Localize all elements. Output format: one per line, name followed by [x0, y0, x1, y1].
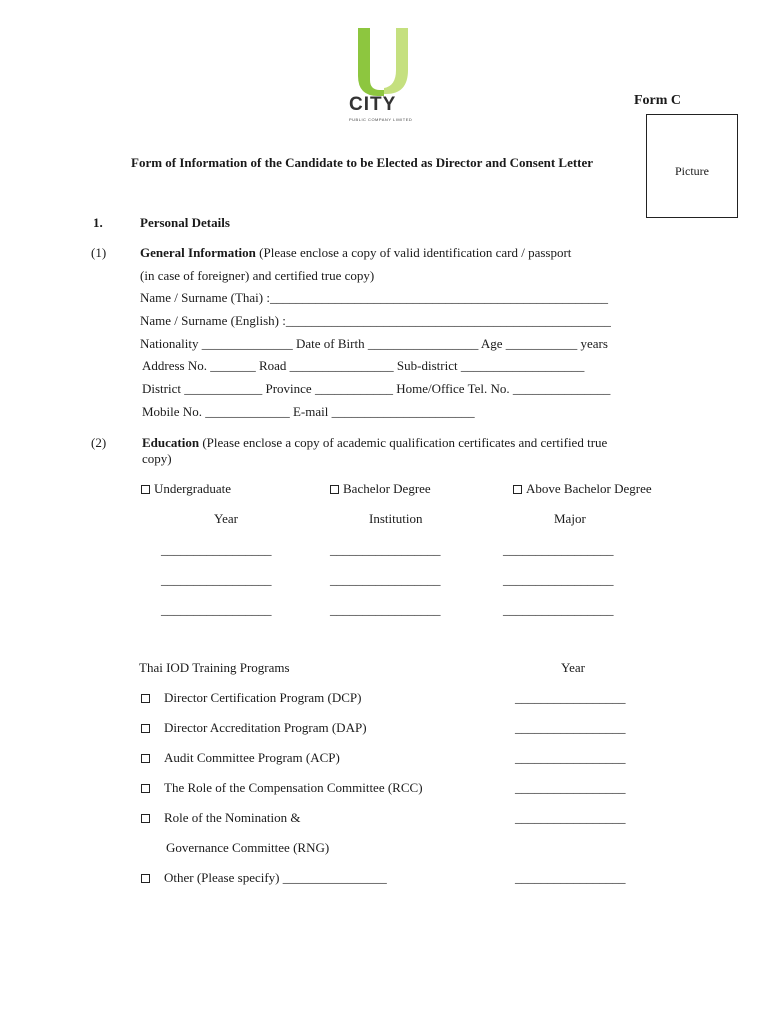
iod-program-rng-continued: Governance Committee (RNG) — [166, 840, 330, 855]
iod-year-rcc[interactable]: _________________ — [515, 780, 626, 795]
general-note-1: (Please enclose a copy of valid identification card / passport — [259, 245, 572, 260]
iod-program-rcc[interactable]: The Role of the Compensation Committee (RCC) — [141, 780, 423, 796]
education-note-1: (Please enclose a copy of academic qualification certificates and certified true — [202, 435, 608, 450]
checkbox-icon — [141, 485, 150, 494]
iod-program-dap[interactable]: Director Accreditation Program (DAP) — [141, 720, 367, 736]
general-info-line — [140, 245, 571, 261]
form-title: Form of Information of the Candidate to be Elected as Director and Consent Letter — [131, 155, 594, 170]
checkbox-icon — [330, 485, 339, 494]
edu-year-3[interactable]: _________________ — [161, 602, 272, 617]
edu-major-3[interactable]: _________________ — [503, 602, 614, 617]
general-number: (1) — [91, 245, 107, 260]
iod-program-rng[interactable]: Role of the Nomination & — [141, 810, 300, 826]
iod-year-other[interactable]: _________________ — [515, 870, 626, 885]
option-above-bachelor[interactable]: Above Bachelor Degree — [513, 481, 652, 497]
education-heading: Education — [142, 435, 200, 450]
form-label: Form C — [634, 93, 682, 108]
general-heading: General Information — [140, 245, 256, 260]
iod-year-dap[interactable]: _________________ — [515, 720, 626, 735]
checkbox-icon — [141, 784, 150, 793]
district-province-tel-field[interactable]: District ____________ Province ____________ Home/Office Tel. No. _______________ — [142, 381, 611, 396]
picture-box[interactable] — [646, 114, 738, 218]
name-thai-field[interactable]: Name / Surname (Thai) :____________________________________________________ — [140, 290, 608, 305]
iod-program-acp[interactable]: Audit Committee Program (ACP) — [141, 750, 340, 766]
address-field[interactable]: Address No. _______ Road ________________ Sub-district ___________________ — [142, 358, 585, 373]
logo-brand: CITY — [349, 94, 397, 115]
section1-heading: Personal Details — [140, 215, 230, 230]
edu-institution-1[interactable]: _________________ — [330, 542, 441, 557]
iod-year-acp[interactable]: _________________ — [515, 750, 626, 765]
edu-institution-3[interactable]: _________________ — [330, 602, 441, 617]
checkbox-icon — [141, 724, 150, 733]
iod-program-other[interactable]: Other (Please specify) ________________ — [141, 870, 387, 886]
mobile-email-field[interactable]: Mobile No. _____________ E-mail ______________________ — [142, 404, 475, 419]
edu-year-2[interactable]: _________________ — [161, 572, 272, 587]
section1-number: 1. — [93, 215, 103, 230]
nationality-dob-age-field[interactable]: Nationality ______________ Date of Birth _________________ Age ___________ years — [140, 336, 608, 351]
iod-year-header: Year — [561, 660, 585, 675]
education-note-2: copy) — [142, 451, 172, 466]
option-bachelor[interactable]: Bachelor Degree — [330, 481, 431, 497]
column-institution: Institution — [369, 511, 423, 526]
checkbox-icon — [141, 814, 150, 823]
column-year: Year — [214, 511, 238, 526]
checkbox-icon — [141, 694, 150, 703]
checkbox-icon — [513, 485, 522, 494]
edu-institution-2[interactable]: _________________ — [330, 572, 441, 587]
education-info-line — [142, 435, 607, 451]
iod-heading: Thai IOD Training Programs — [139, 660, 290, 675]
iod-year-dcp[interactable]: _________________ — [515, 690, 626, 705]
picture-label: Picture — [675, 164, 709, 178]
name-english-field[interactable]: Name / Surname (English) :__________________________________________________ — [140, 313, 611, 328]
iod-program-dcp[interactable]: Director Certification Program (DCP) — [141, 690, 361, 706]
general-note-2: (in case of foreigner) and certified true copy) — [140, 268, 375, 283]
checkbox-icon — [141, 754, 150, 763]
column-major: Major — [554, 511, 586, 526]
edu-major-1[interactable]: _________________ — [503, 542, 614, 557]
option-undergraduate[interactable]: Undergraduate — [141, 481, 231, 497]
iod-year-rng[interactable]: _________________ — [515, 810, 626, 825]
checkbox-icon — [141, 874, 150, 883]
education-number: (2) — [91, 435, 107, 450]
edu-major-2[interactable]: _________________ — [503, 572, 614, 587]
edu-year-1[interactable]: _________________ — [161, 542, 272, 557]
logo-tagline: PUBLIC COMPANY LIMITED — [349, 117, 413, 122]
